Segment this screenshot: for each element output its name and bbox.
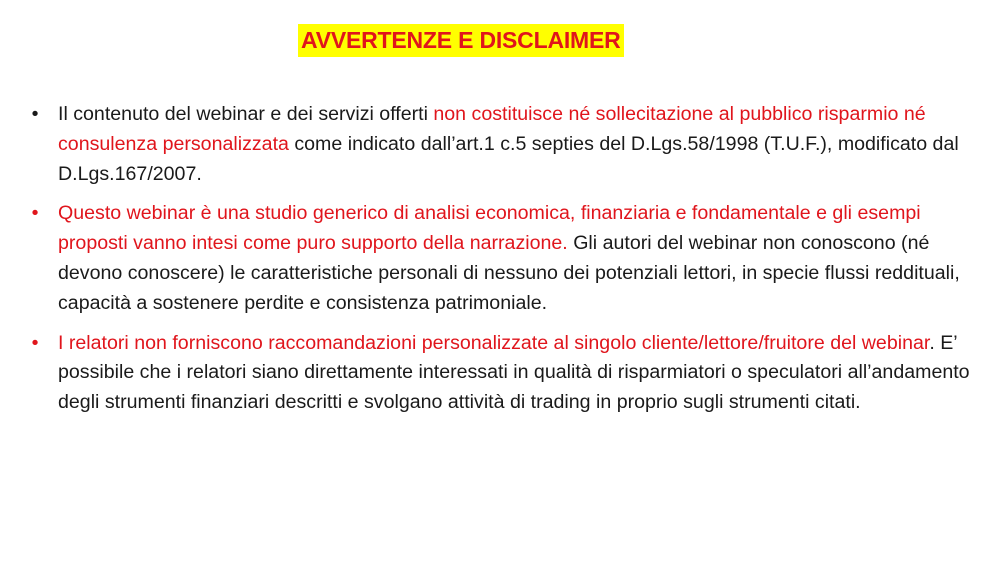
- bullet-icon: •: [31, 331, 39, 354]
- slide-title: AVVERTENZE E DISCLAIMER: [298, 24, 624, 57]
- text-segment: . E’ possibile che i relatori siano direttamente interessati in qualità di risparmiatori o speculatori all’andamento degli strumenti finanziari descritti e svolgano attività di trading in proprio sugli strumenti citati.: [58, 331, 970, 414]
- bullet-text: [58, 202, 960, 313]
- list-item: [28, 329, 988, 418]
- list-item: [28, 199, 988, 318]
- text-segment-highlight: I relatori non forniscono raccomandazioni personalizzate al singolo cliente/lettore/fruitore del webinar: [58, 331, 930, 354]
- text-segment-highlight: Questo webinar è una studio generico di analisi economica, finanziaria e fondamentale e gli esempi proposti vanno intesi come puro supporto della narrazione.: [58, 202, 921, 255]
- bullet-icon: •: [31, 202, 39, 225]
- bullet-text: [58, 332, 970, 414]
- disclaimer-list: [28, 100, 988, 428]
- list-item: [28, 100, 988, 189]
- bullet-icon: •: [31, 103, 39, 125]
- text-segment: Gli autori del webinar non conoscono (né devono conoscere) le caratteristiche personali di nessuno dei potenziali lettori, in specie flussi reddituali, capacità a sostenere perdite e consistenza patrimoniale.: [58, 232, 960, 314]
- text-segment: come indicato dall’art.1 c.5 septies del D.Lgs.58/1998 (T.U.F.), modificato dal D.Lgs.167/2007.: [58, 132, 959, 185]
- text-segment-highlight: non costituisce né sollecitazione al pubblico risparmio né consulenza personalizzata: [58, 103, 926, 155]
- bullet-text: [58, 103, 959, 185]
- text-segment: Il contenuto del webinar e dei servizi offerti: [58, 103, 434, 125]
